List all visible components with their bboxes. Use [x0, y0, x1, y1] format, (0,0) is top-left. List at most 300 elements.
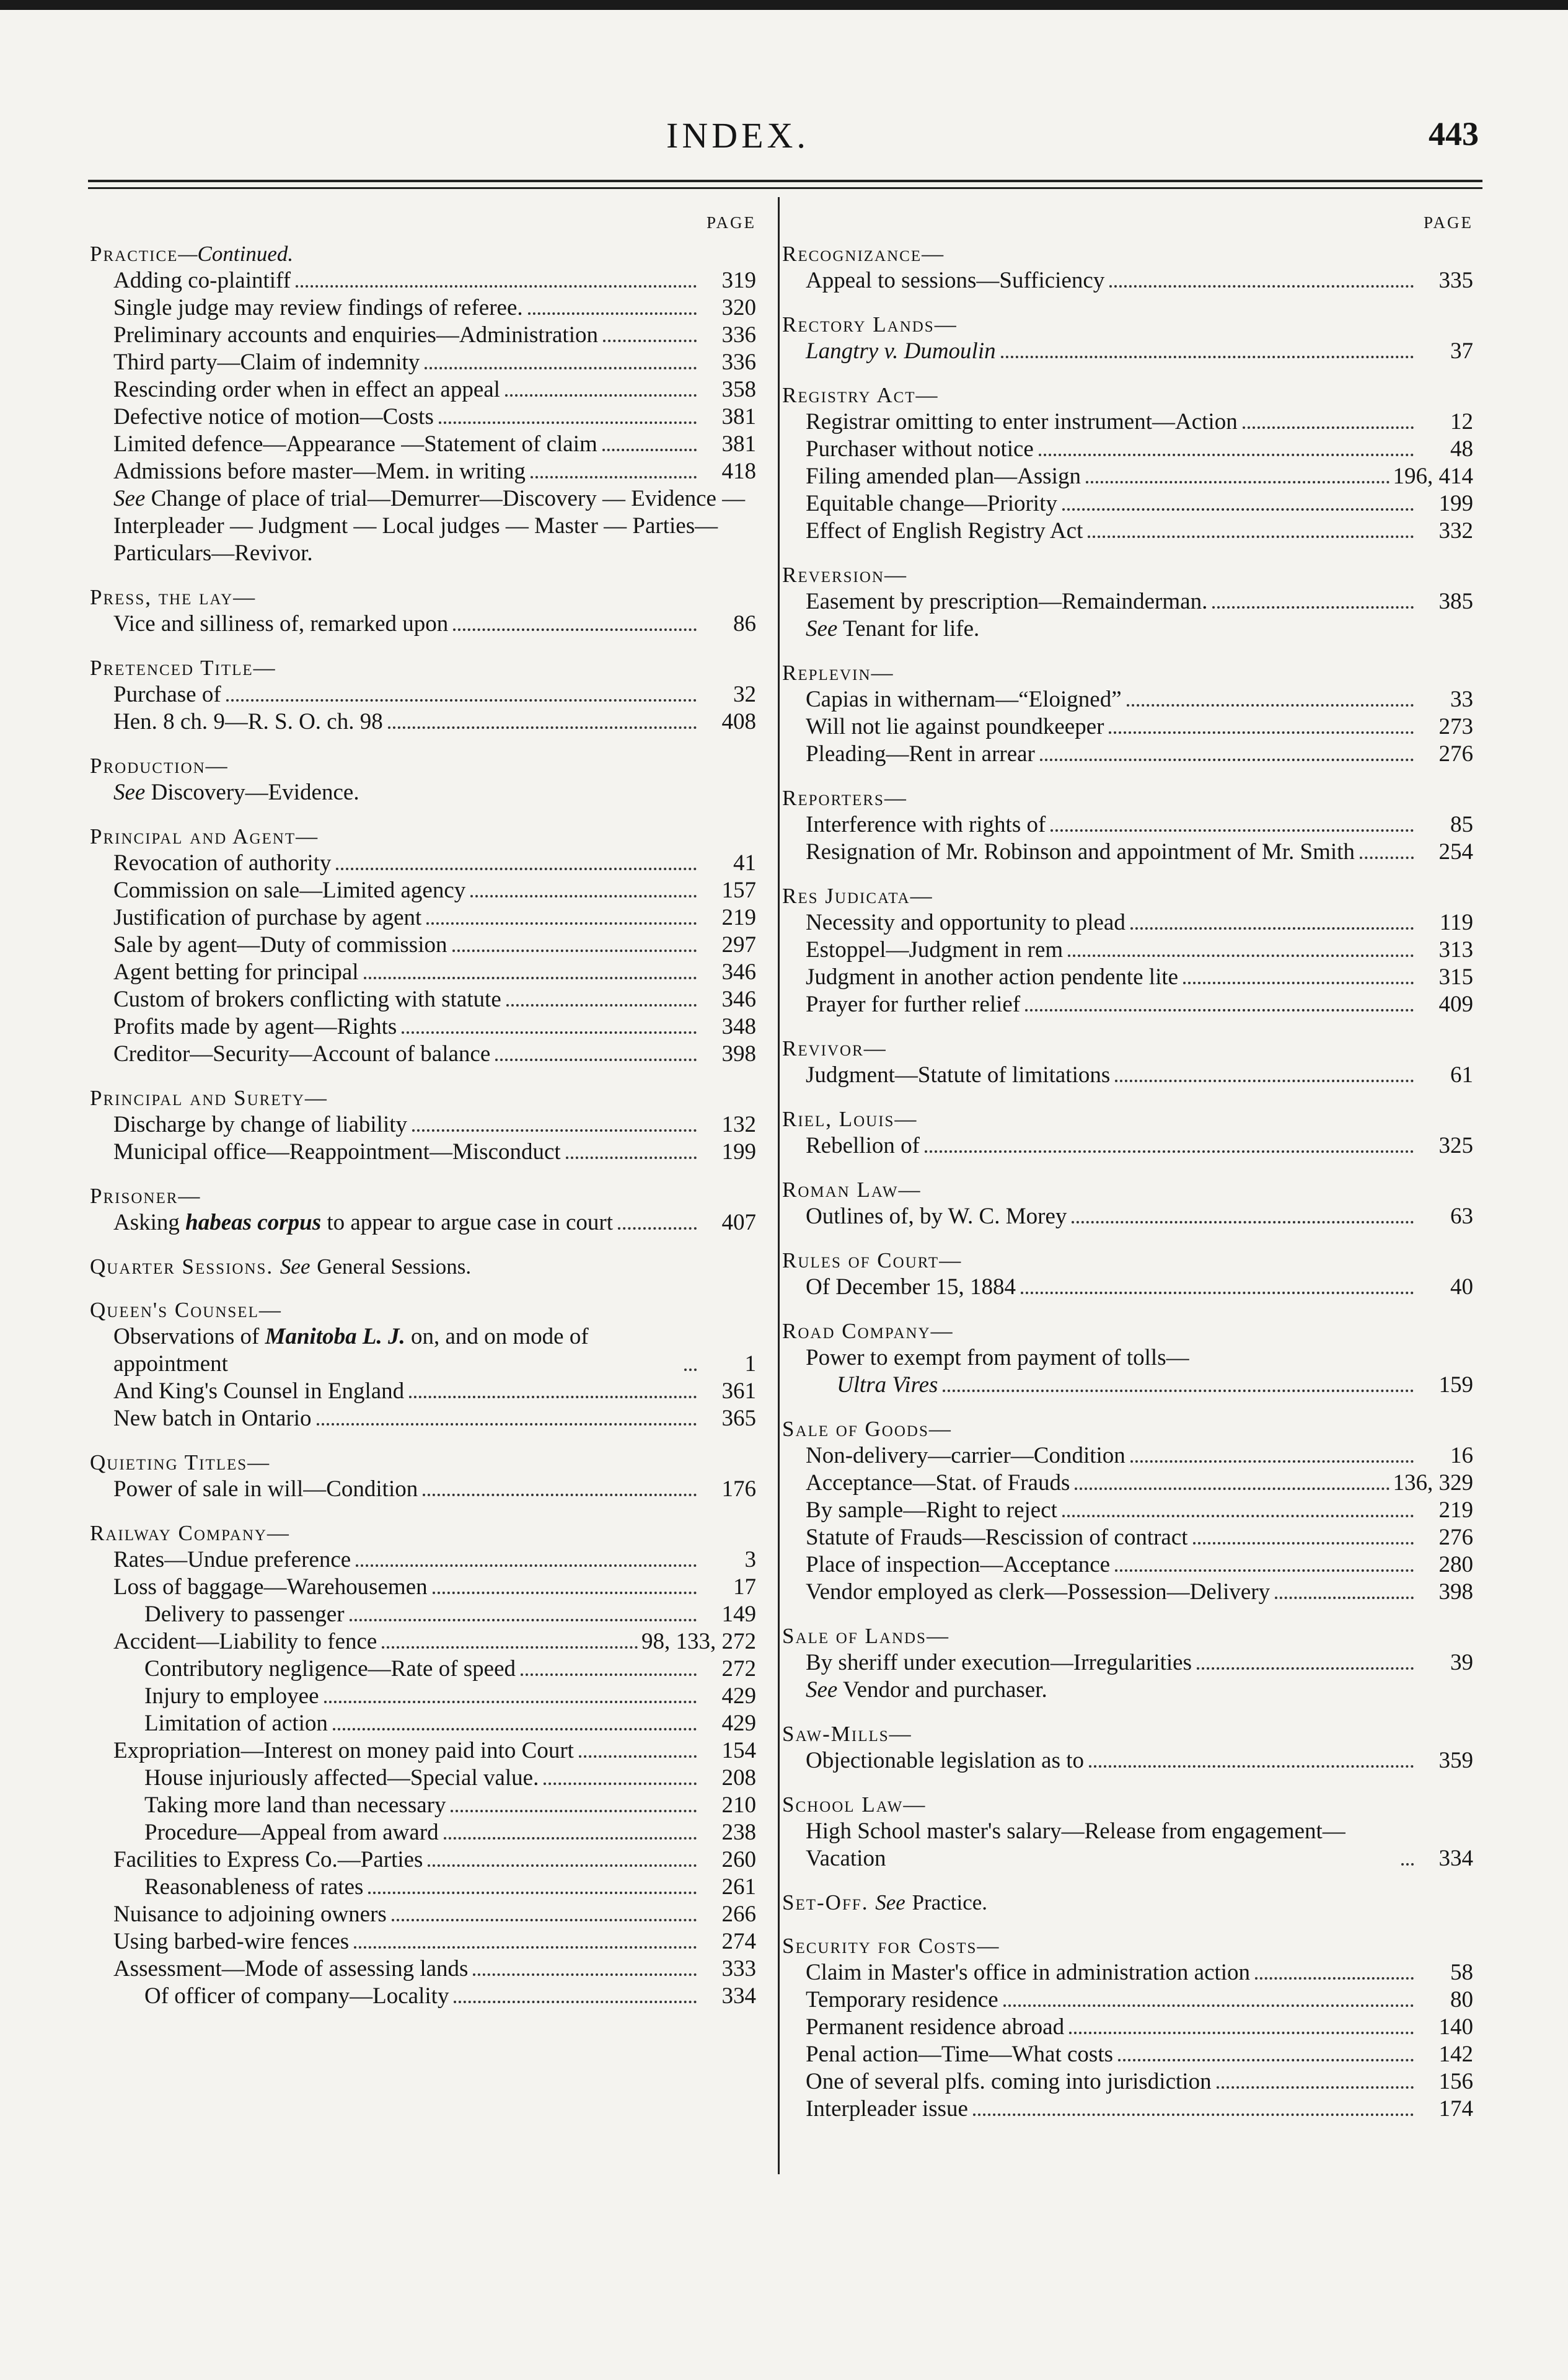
index-entry: [782, 1986, 1473, 2014]
entry-text-main: Third party—Claim of indemnity: [113, 350, 420, 375]
entry-text: [113, 1901, 387, 1928]
index-entry: [90, 1983, 756, 2010]
entry-text: [113, 850, 331, 877]
dot-leader: [364, 977, 697, 979]
index-entry: [782, 2068, 1473, 2096]
index-entry: [782, 1062, 1473, 1089]
dot-leader: [1001, 356, 1414, 358]
entry-text-main: Outlines of, by W. C. Morey: [806, 1204, 1067, 1229]
entry-page-number: 332: [1438, 518, 1473, 544]
index-entry: [782, 1677, 1473, 1704]
dot-leader: [531, 476, 697, 478]
dot-leader: [368, 1892, 697, 1894]
entry-text: [806, 1649, 1192, 1677]
dot-leader: [1069, 2032, 1414, 2034]
entry-page-number: 398: [1438, 1579, 1473, 1605]
entry-text-main: Discovery—Evidence.: [151, 780, 359, 805]
entry-text: [113, 877, 465, 904]
entry-page-number: 280: [1438, 1552, 1473, 1577]
entry-text: [113, 1574, 428, 1601]
section-heading: [782, 1889, 1473, 1916]
entry-page-number: 273: [1438, 714, 1473, 739]
heading-text: Queen's Counsel—: [90, 1298, 282, 1322]
dot-leader: [336, 868, 697, 870]
entry-text-main: Nuisance to adjoining owners: [113, 1902, 387, 1927]
dot-leader: [296, 285, 697, 288]
index-entry: [90, 1405, 756, 1432]
index-entry: [90, 267, 756, 294]
index-entry: [782, 909, 1473, 937]
index-section: [90, 1253, 756, 1280]
section-heading: [782, 562, 1473, 588]
dot-leader: [392, 1919, 697, 1921]
section-heading: [90, 1183, 756, 1209]
index-section: [782, 659, 1473, 768]
entry-text-main: Objectionable legislation as to: [806, 1748, 1085, 1773]
section-heading: [782, 785, 1473, 811]
entry-page-number: 320: [721, 295, 756, 320]
index-entry: [782, 686, 1473, 713]
see-target: Practice.: [912, 1890, 988, 1915]
entry-text-main: Single judge may review findings of referee.: [113, 295, 523, 320]
dot-leader: [1062, 508, 1414, 511]
section-heading: [90, 584, 756, 610]
entry-text: [806, 1677, 1047, 1704]
entry-italic-term: Manitoba L. J.: [265, 1324, 405, 1349]
entry-text-main: Claim in Master's office in administration action: [806, 1960, 1251, 1985]
index-entry: [782, 1818, 1473, 1872]
dot-leader: [618, 1227, 697, 1230]
index-entry: [782, 811, 1473, 839]
section-heading: [782, 240, 1473, 267]
entry-text: [113, 1405, 312, 1432]
index-entry: [90, 708, 756, 736]
dot-leader: [356, 1564, 697, 1567]
dot-leader: [1040, 759, 1414, 761]
dot-leader: [506, 1004, 697, 1007]
index-entry: [782, 588, 1473, 615]
entry-page-number: 348: [721, 1014, 756, 1039]
entry-text-main: Judgment—Statute of limitations: [806, 1062, 1111, 1088]
entry-text: [113, 1546, 351, 1574]
entry-text: [113, 485, 756, 567]
section-heading: [782, 659, 1473, 686]
entry-text-main: And King's Counsel in England: [113, 1378, 405, 1404]
entry-text: [113, 610, 448, 638]
entry-page-number: 58: [1450, 1960, 1473, 1985]
entry-page-number: 358: [721, 377, 756, 402]
entry-text: [806, 436, 1034, 463]
page-number: 443: [1429, 115, 1479, 152]
dot-leader: [451, 1810, 697, 1812]
index-entry: [782, 1132, 1473, 1160]
section-heading: [782, 1721, 1473, 1747]
entry-text: [113, 904, 421, 932]
dot-leader: [505, 394, 697, 397]
dot-leader: [470, 895, 697, 897]
heading-text: Roman Law—: [782, 1178, 922, 1202]
entry-text-main: Of December 15, 1884: [806, 1274, 1016, 1300]
entry-text-main: on, and on mode of appointment: [113, 1324, 589, 1377]
entry-text-main: High School master's salary—Release from engagement—Vacation: [806, 1818, 1346, 1871]
entry-text: [113, 1378, 404, 1405]
entry-page-number: 119: [1439, 910, 1473, 935]
dot-leader: [444, 1837, 697, 1840]
entry-text-main: Injury to employee: [144, 1683, 319, 1709]
entry-text: [806, 1470, 1070, 1497]
entry-page-number: 199: [1438, 491, 1473, 516]
entry-page-number: 132: [721, 1112, 756, 1137]
index-entry: [90, 681, 756, 708]
entry-text-main: Capias in withernam—“Eloigned”: [806, 687, 1122, 712]
dot-leader: [521, 1673, 697, 1676]
heading-text: Quieting Titles—: [90, 1450, 271, 1474]
entry-text-main: Prayer for further relief: [806, 992, 1021, 1017]
index-section: [90, 1085, 756, 1166]
section-heading: [782, 382, 1473, 408]
index-section: [782, 562, 1473, 643]
section-heading: [90, 1253, 756, 1280]
index-entry: [782, 1497, 1473, 1524]
dot-leader: [1243, 426, 1414, 429]
entry-text: [113, 1628, 377, 1655]
dot-leader: [684, 1368, 697, 1371]
entry-text-main: Facilities to Express Co.—Parties: [113, 1847, 423, 1872]
dot-leader: [1021, 1292, 1414, 1294]
entry-text-main: Hen. 8 ch. 9—R. S. O. ch. 98: [113, 709, 383, 734]
entry-page-number: 334: [721, 1983, 756, 2009]
dot-leader: [602, 449, 697, 451]
entry-text: [806, 713, 1104, 741]
entry-page-number: 315: [1438, 964, 1473, 990]
entry-text-main: By sample—Right to reject: [806, 1497, 1057, 1523]
section-heading: [90, 1449, 756, 1476]
entry-page-number: 365: [721, 1406, 756, 1431]
entry-page-number: 12: [1450, 409, 1473, 434]
dot-leader: [1062, 1515, 1414, 1517]
entry-text-main: Langtry v. Dumoulin: [806, 338, 996, 364]
entry-text-main: Discharge by change of liability: [113, 1112, 408, 1137]
index-entry: [90, 1476, 756, 1503]
entry-italic-term: habeas corpus: [185, 1210, 322, 1235]
entry-text-main: House injuriously affected—Special value.: [144, 1765, 539, 1791]
entry-text: [113, 708, 383, 736]
section-heading: [782, 311, 1473, 338]
dot-leader: [1212, 606, 1414, 609]
entry-text-main: Change of place of trial—Demurrer—Discovery — Evidence — Interpleader — Judgment — Local judges — Master — Parties—Particulars—Revivor.: [113, 486, 746, 566]
entry-page-number: 80: [1450, 1987, 1473, 2012]
column-divider: [778, 197, 780, 2174]
index-entry: [90, 1139, 756, 1166]
entry-text-main: Statute of Frauds—Rescission of contract: [806, 1525, 1188, 1550]
entry-text: [113, 322, 598, 349]
entry-text: [806, 588, 1207, 615]
heading-text: Sale of Lands—: [782, 1624, 949, 1648]
entry-page-number: 154: [721, 1738, 756, 1763]
entry-text: [806, 1524, 1188, 1551]
entry-page-number: 33: [1450, 687, 1473, 712]
entry-text: [113, 932, 447, 959]
entry-text: [806, 408, 1238, 436]
entry-text: [806, 1818, 1396, 1872]
entry-text-main: Appeal to sessions—Sufficiency: [806, 268, 1105, 293]
entry-page-number: 63: [1450, 1204, 1473, 1229]
index-section: [782, 785, 1473, 866]
section-heading: [782, 1176, 1473, 1203]
entry-page-number: 39: [1450, 1650, 1473, 1675]
entry-page-number: 140: [1438, 2014, 1473, 2040]
index-entry: [90, 959, 756, 986]
heading-text: Res Judicata—: [782, 884, 933, 908]
entry-page-number: 385: [1438, 589, 1473, 614]
index-section: [782, 240, 1473, 294]
dot-leader: [409, 1396, 697, 1398]
index-entry: [782, 1470, 1473, 1497]
index-entry: [90, 1378, 756, 1405]
entry-text: [113, 1111, 407, 1139]
index-entry: [90, 1041, 756, 1068]
entry-page-number: 333: [721, 1956, 756, 1981]
entry-page-number: 381: [721, 404, 756, 430]
dot-leader: [402, 1031, 697, 1034]
dot-leader: [1127, 704, 1414, 707]
section-heading: [90, 654, 756, 681]
entry-page-number: 32: [733, 682, 756, 707]
index-section: [90, 1449, 756, 1503]
entry-text-main: Judgment in another action pendente lite: [806, 964, 1179, 990]
dot-leader: [1068, 954, 1414, 957]
entry-text: [113, 779, 359, 806]
entry-text: [806, 964, 1178, 991]
dot-leader: [603, 340, 697, 342]
dot-leader: [453, 628, 697, 631]
section-heading: [782, 883, 1473, 909]
index-entry: [90, 1013, 756, 1041]
entry-text-main: Delivery to passenger: [144, 1602, 345, 1627]
section-heading: [90, 1085, 756, 1111]
index-section: [782, 1176, 1473, 1230]
heading-text: Railway Company—: [90, 1521, 290, 1545]
entry-text-main: Accident—Liability to fence: [113, 1629, 377, 1654]
entry-page-number: 336: [721, 350, 756, 375]
top-border-rule: [0, 0, 1568, 10]
heading-text: Rules of Court—: [782, 1248, 962, 1272]
dot-leader: [943, 1390, 1414, 1392]
entry-page-number: 37: [1450, 338, 1473, 364]
index-entry: [782, 713, 1473, 741]
index-entry: [90, 610, 756, 638]
entry-page-number: 418: [721, 459, 756, 484]
entry-text: [113, 431, 597, 458]
dot-leader: [454, 2001, 697, 2003]
index-entry: [782, 615, 1473, 643]
index-entry: [90, 1737, 756, 1765]
heading-text: Rectory Lands—: [782, 312, 958, 337]
section-heading: [782, 1035, 1473, 1062]
entry-text-main: Procedure—Appeal from award: [144, 1820, 439, 1845]
entry-text: [144, 1819, 439, 1846]
entry-text: [113, 1737, 574, 1765]
dot-leader: [354, 1946, 697, 1949]
dot-leader: [1401, 1863, 1414, 1866]
index-entry: [782, 2014, 1473, 2041]
entry-text-main: Limitation of action: [144, 1711, 328, 1736]
entry-text-main: Rescinding order when in effect an appeal: [113, 377, 500, 402]
index-entry: [782, 408, 1473, 436]
entry-page-number: 334: [1438, 1846, 1473, 1871]
index-section: [782, 1318, 1473, 1399]
entry-text-main: Equitable change—Priority: [806, 491, 1057, 516]
entry-page-number: 149: [721, 1602, 756, 1627]
index-entry: [782, 490, 1473, 518]
entry-page-number: 41: [733, 850, 756, 876]
entry-text: [806, 741, 1035, 768]
index-entry: [782, 964, 1473, 991]
entry-text-main: to appear to argue case in court: [321, 1210, 613, 1235]
section-heading: [90, 752, 756, 779]
dot-leader: [1115, 1080, 1414, 1082]
entry-text-main: Penal action—Time—What costs: [806, 2042, 1114, 2067]
heading-text: School Law—: [782, 1792, 927, 1817]
entry-text: [806, 615, 979, 643]
entry-page-number: 359: [1438, 1748, 1473, 1773]
dot-leader: [333, 1728, 697, 1730]
entry-text: [806, 1132, 920, 1160]
heading-text: Set-Off.: [782, 1890, 869, 1915]
entry-text: [113, 959, 359, 986]
entry-text: [806, 839, 1355, 866]
entry-text: [806, 1344, 1189, 1372]
entry-text-main: Will not lie against poundkeeper: [806, 714, 1104, 739]
entry-text: [144, 1683, 319, 1710]
index-entry: [782, 937, 1473, 964]
index-entry: [90, 1765, 756, 1792]
index-section: [782, 1623, 1473, 1704]
entry-text-part: Asking: [113, 1210, 186, 1235]
entry-text: [806, 937, 1063, 964]
index-entry: [782, 1524, 1473, 1551]
entry-text-main: Interpleader issue: [806, 2096, 968, 2122]
dot-leader: [226, 699, 697, 702]
index-section: [90, 654, 756, 736]
dot-leader: [1088, 536, 1414, 538]
entry-page-number: 398: [721, 1041, 756, 1067]
entry-text-main: Municipal office—Reappointment—Misconduct: [113, 1139, 561, 1165]
section-heading: [782, 1791, 1473, 1818]
entry-page-number: 238: [721, 1820, 756, 1845]
entry-text-main: Using barbed-wire fences: [113, 1929, 350, 1954]
dot-leader: [428, 1864, 697, 1867]
heading-text: Press, the lay—: [90, 585, 257, 609]
entry-page-number: 325: [1438, 1133, 1473, 1158]
dot-leader: [1255, 1977, 1414, 1980]
entry-page-number: 219: [721, 905, 756, 930]
heading-text: Reporters—: [782, 786, 907, 810]
entry-page-number: 1: [744, 1351, 756, 1377]
entry-text-main: Temporary residence: [806, 1987, 998, 2012]
entry-text: [806, 463, 1081, 490]
entry-text: [806, 909, 1125, 937]
entry-text: [806, 991, 1020, 1018]
index-entry: [782, 1203, 1473, 1230]
entry-text: [806, 518, 1083, 545]
index-section: [782, 1791, 1473, 1872]
entry-text-main: Necessity and opportunity to plead: [806, 910, 1125, 935]
dot-leader: [1183, 982, 1414, 984]
dot-leader: [1130, 1460, 1414, 1463]
index-entry: [90, 1955, 756, 1983]
entry-text-main: Assessment—Mode of assessing lands: [113, 1956, 469, 1981]
entry-text: [113, 294, 523, 322]
entry-text-main: Non-delivery—carrier—Condition: [806, 1443, 1125, 1468]
dot-leader: [1003, 2004, 1414, 2007]
heading-text: Principal and Agent—: [90, 824, 319, 848]
entry-text-main: Limited defence—Appearance —Statement of claim: [113, 431, 597, 457]
dot-leader: [382, 1646, 638, 1649]
dot-leader: [528, 312, 697, 315]
entry-text: [144, 1983, 449, 2010]
dot-leader: [1360, 857, 1414, 859]
entry-text: [144, 1792, 446, 1819]
entry-page-number: 260: [721, 1847, 756, 1872]
entry-page-number: 85: [1450, 812, 1473, 837]
entry-text: [806, 1274, 1016, 1301]
index-entry: [90, 1655, 756, 1683]
entry-text: [113, 1013, 397, 1041]
see-label: See: [280, 1254, 311, 1279]
index-section: [782, 1933, 1473, 2123]
index-entry: [90, 877, 756, 904]
dot-leader: [452, 950, 697, 952]
entry-text: [113, 1476, 418, 1503]
entry-text-main: One of several plfs. coming into jurisdiction: [806, 2069, 1212, 2094]
entry-page-number: 381: [721, 431, 756, 457]
dot-leader: [1217, 2086, 1414, 2089]
entry-text-main: Estoppel—Judgment in rem: [806, 937, 1064, 963]
entry-text-main: Purchaser without notice: [806, 436, 1034, 462]
entry-text-main: Preliminary accounts and enquiries—Administration: [113, 322, 598, 348]
dot-leader: [1025, 1009, 1414, 1011]
entry-text: [806, 2014, 1064, 2041]
dot-leader: [1109, 285, 1414, 288]
heading-text: Pretenced Title—: [90, 656, 276, 680]
entry-text-main: Loss of baggage—Warehousemen: [113, 1574, 428, 1600]
index-entry: [90, 349, 756, 376]
dot-leader: [544, 1783, 697, 1785]
entry-page-number: 208: [721, 1765, 756, 1791]
dot-leader: [1075, 1488, 1389, 1490]
dot-leader: [350, 1619, 697, 1621]
index-entry: [90, 1323, 756, 1378]
header-rule-bottom: [88, 187, 1482, 189]
page-column-label: PAGE: [706, 213, 756, 232]
dot-leader: [973, 2113, 1414, 2116]
entry-text-main: Rates—Undue preference: [113, 1547, 351, 1572]
entry-page-number: 176: [721, 1476, 756, 1502]
index-entry: [90, 986, 756, 1013]
section-heading: [90, 1297, 756, 1323]
index-section: [90, 1297, 756, 1432]
index-section: [90, 1520, 756, 2010]
entry-page-number: 40: [1450, 1274, 1473, 1300]
dot-leader: [1050, 829, 1414, 832]
dot-leader: [1275, 1597, 1414, 1599]
index-entry: [90, 1628, 756, 1655]
entry-page-number: 408: [721, 709, 756, 734]
entry-page-number: 159: [1438, 1372, 1473, 1398]
index-entry: [782, 1442, 1473, 1470]
entry-text-main: Adding co-plaintiff: [113, 268, 291, 293]
